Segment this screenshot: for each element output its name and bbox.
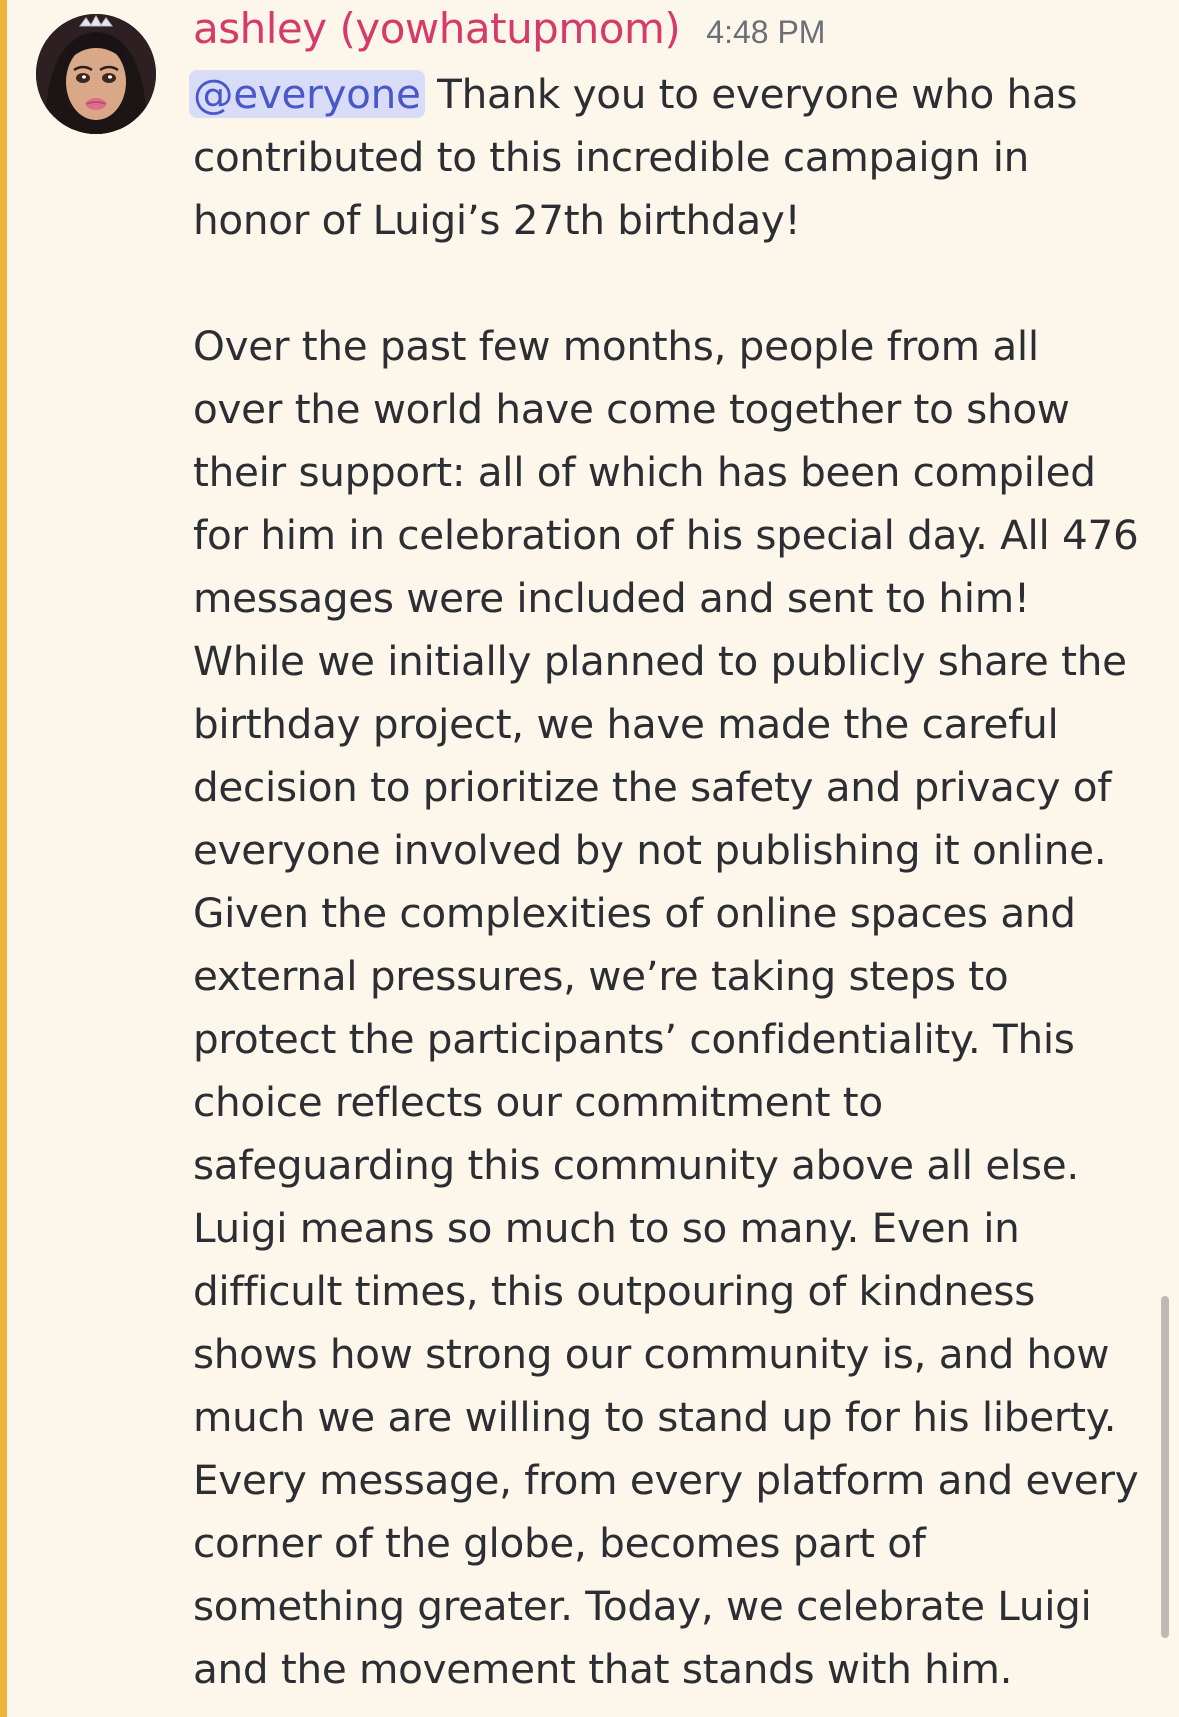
timestamp[interactable]: 4:48 PM: [706, 14, 826, 50]
message-line: Given the complexities of online spaces and: [193, 889, 1076, 937]
message-line: their support: all of which has been compiled: [193, 448, 1096, 496]
message-line: Every message, from every platform and every: [193, 1456, 1139, 1504]
message-line: difficult times, this outpouring of kindness: [193, 1267, 1036, 1315]
message-line: protect the participants’ confidentiality. This: [193, 1015, 1075, 1063]
message-line: honor of Luigi’s 27th birthday!: [193, 196, 801, 244]
message-line: birthday project, we have made the careful: [193, 700, 1059, 748]
message-line: over the world have come together to show: [193, 385, 1070, 433]
message-line: much we are willing to stand up for his liberty.: [193, 1393, 1117, 1441]
message-line: messages were included and sent to him!: [193, 574, 1030, 622]
message-line: safeguarding this community above all else.: [193, 1141, 1079, 1189]
message-line: decision to prioritize the safety and privacy of: [193, 763, 1112, 811]
message-line: While we initially planned to publicly share the: [193, 637, 1127, 685]
message-line: shows how strong our community is, and how: [193, 1330, 1110, 1378]
message-line: everyone involved by not publishing it online.: [193, 826, 1107, 874]
message-line: for him in celebration of his special day. All 476: [193, 511, 1139, 559]
message-line: choice reflects our commitment to: [193, 1078, 883, 1126]
message-line: and the movement that stands with him.: [193, 1645, 1013, 1693]
highlight-accent-bar: [0, 0, 7, 1717]
message-line: Luigi means so much to so many. Even in: [193, 1204, 1020, 1252]
message-line: corner of the globe, becomes part of: [193, 1519, 926, 1567]
user-avatar[interactable]: [36, 14, 156, 134]
paragraph-gap: [193, 252, 1153, 315]
scrollbar-thumb[interactable]: [1161, 1296, 1169, 1638]
everyone-mention[interactable]: @everyone: [189, 70, 425, 118]
message-text: Thank you to everyone who has: [424, 70, 1078, 118]
message-body: [193, 63, 1153, 1701]
message-line: Over the past few months, people from all: [193, 322, 1039, 370]
message-line: external pressures, we’re taking steps to: [193, 952, 1009, 1000]
username[interactable]: ashley (yowhatupmom): [193, 4, 681, 53]
message-line: something greater. Today, we celebrate Luigi: [193, 1582, 1092, 1630]
message-line: [193, 63, 1153, 126]
message-line: contributed to this incredible campaign in: [193, 133, 1030, 181]
message-header: [193, 4, 825, 64]
